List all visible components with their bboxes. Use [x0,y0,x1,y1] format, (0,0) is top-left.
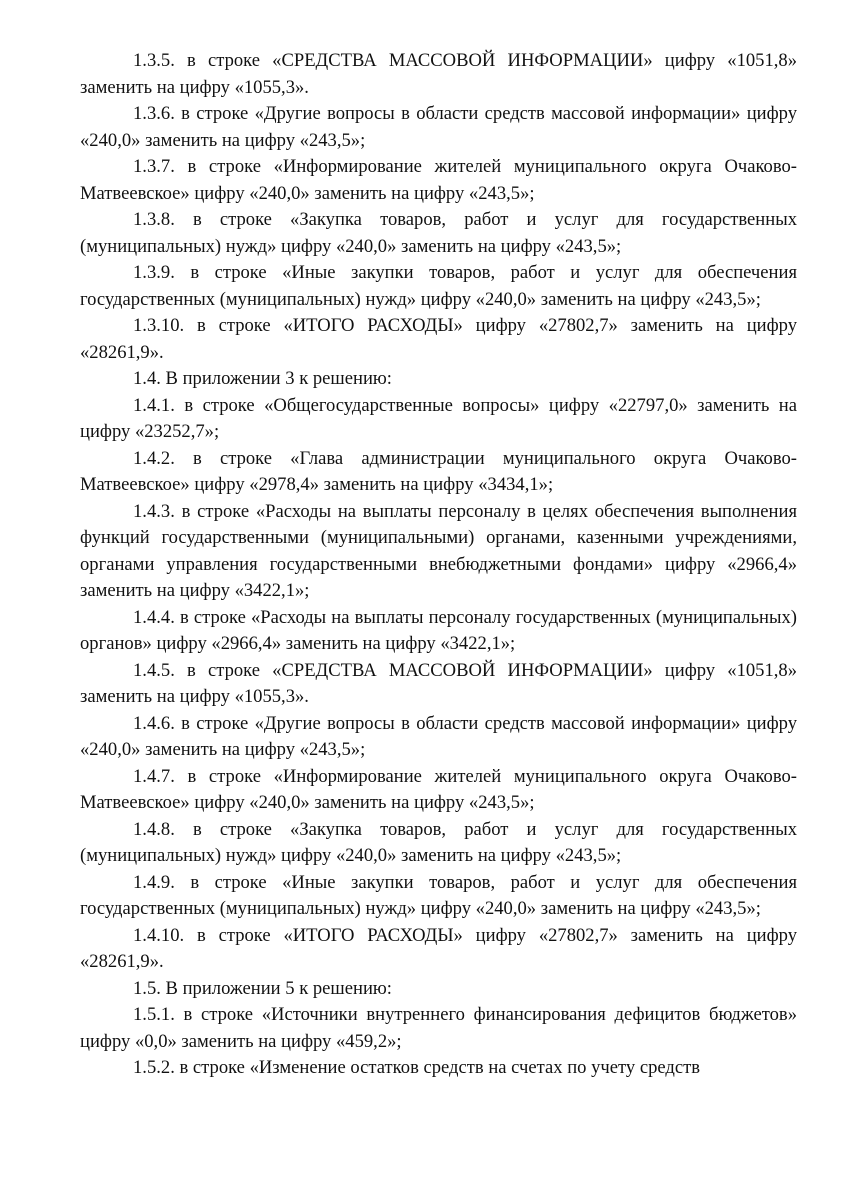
paragraph-1-3-9: 1.3.9. в строке «Иные закупки товаров, работ и услуг для обеспечения государственных (муниципальных) нужд» цифру «240,0» заменить на цифру «243,5»; [80,262,797,310]
paragraph-1-4-10: 1.4.10. в строке «ИТОГО РАСХОДЫ» цифру «27802,7» заменить на цифру «28261,9». [80,924,797,972]
paragraph-1-5: 1.5. В приложении 5 к решению: [133,977,392,999]
paragraph-1-4-6: 1.4.6. в строке «Другие вопросы в области средств массовой информации» цифру «240,0» заменить на цифру «243,5»; [80,712,797,760]
paragraph-1-3-5: 1.3.5. в строке «СРЕДСТВА МАССОВОЙ ИНФОРМАЦИИ» цифру «1051,8» заменить на цифру «1055,3». [80,50,797,98]
paragraph-1-4: 1.4. В приложении 3 к решению: [133,368,392,389]
paragraph-1-3-6: 1.3.6. в строке «Другие вопросы в области средств массовой информации» цифру «240,0» заменить на цифру «243,5»; [80,103,797,151]
paragraph-1-3-8: 1.3.8. в строке «Закупка товаров, работ и услуг для государственных (муниципальных) нужд» цифру «240,0» заменить на цифру «243,5»; [80,209,797,257]
document-page [80,48,797,1082]
paragraph-1-3-7: 1.3.7. в строке «Информирование жителей муниципального округа Очаково-Матвеевское» цифру «240,0» заменить на цифру «243,5»; [80,156,797,204]
paragraph-1-4-8: 1.4.8. в строке «Закупка товаров, работ и услуг для государственных (муниципальных) нужд» цифру «240,0» заменить на цифру «243,5»; [80,818,797,866]
paragraph-1-4-5: 1.4.5. в строке «СРЕДСТВА МАССОВОЙ ИНФОРМАЦИИ» цифру «1051,8» заменить на цифру «1055,3». [80,659,797,707]
paragraph-1-4-7: 1.4.7. в строке «Информирование жителей муниципального округа Очаково-Матвеевское» цифру «240,0» заменить на цифру «243,5»; [80,765,797,813]
paragraph-1-4-1: 1.4.1. в строке «Общегосударственные вопросы» цифру «22797,0» заменить на цифру «23252,7»; [80,394,797,442]
paragraph-1-4-3: 1.4.3. в строке «Расходы на выплаты персоналу в целях обеспечения выполнения функций государственными (муниципальными) органами, казенными учреждениями, органами управления государственными внебюджетными фондами» цифру «2966,4» заменить на цифру «3422,1»; [80,500,797,601]
paragraph-1-5-1: 1.5.1. в строке «Источники внутреннего финансирования дефицитов бюджетов» цифру «0,0» заменить на цифру «459,2»; [80,1004,797,1052]
paragraph-1-3-10: 1.3.10. в строке «ИТОГО РАСХОДЫ» цифру «27802,7» заменить на цифру «28261,9». [80,315,797,363]
paragraph-1-4-2: 1.4.2. в строке «Глава администрации муниципального округа Очаково-Матвеевское» цифру «2978,4» заменить на цифру «3434,1»; [80,447,797,495]
paragraph-1-4-4: 1.4.4. в строке «Расходы на выплаты персоналу государственных (муниципальных) органов» цифру «2966,4» заменить на цифру «3422,1»; [80,606,797,654]
paragraph-1-4-9: 1.4.9. в строке «Иные закупки товаров, работ и услуг для обеспечения государственных (муниципальных) нужд» цифру «240,0» заменить на цифру «243,5»; [80,871,797,919]
paragraph-1-5-2: 1.5.2. в строке «Изменение остатков средств на счетах по учету средств [133,1057,700,1078]
